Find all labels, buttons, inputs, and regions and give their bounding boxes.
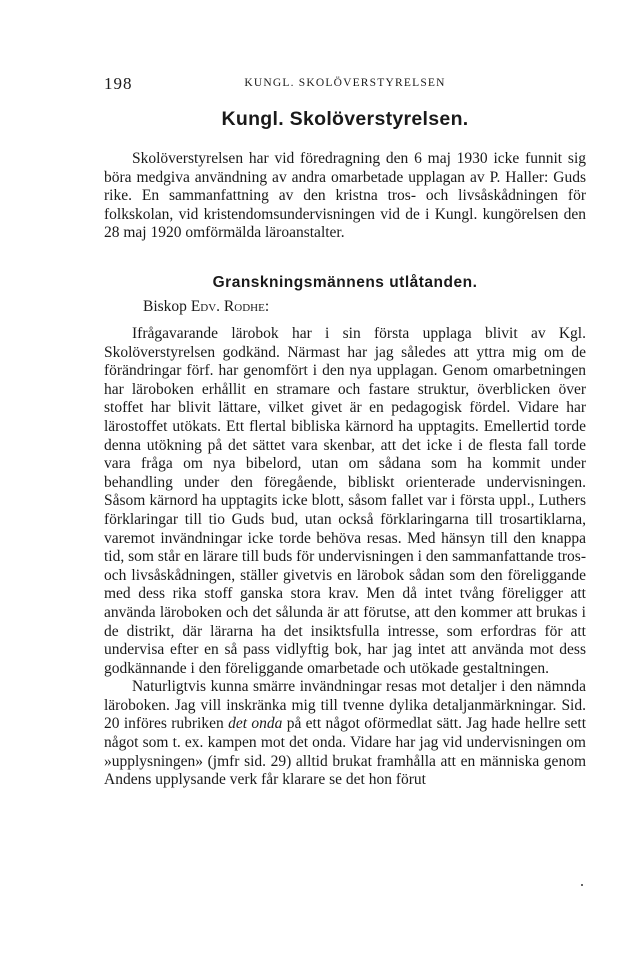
- body-paragraph: Ifrågavarande lärobok har i sin första upplaga blivit av Kgl. Skolöverstyrelsen godkänd. Närmast har jag således att yttra mig om de förändringar förf. har genomfört i den nya upplagan. Genom omarbetningen har läroboken erhållit en stramare och fastare struktur, överblicken över stoffet har blivit lättare, vilket givet är en pedagogisk fördel. Vidare har lärostoffet utökats. Ett flertal bibliska kärnord ha upptagits. Emellertid torde denna utökning på det sättet vara skenbar, att det icke i de flesta fall torde vara fråga om nya bibelord, utan om sådana som ha kommit under behandling under den föregående, bibliskt orienterade undervisningen. Såsom kärnord ha upptagits icke blott, såsom fallet var i första uppl., Luthers förklaringar till tio Guds bud, utan också förklaringarna till trosartiklarna, varemot invändningar icke torde behöva resas. Med hänsyn till den knappa tid, som står en lärare till buds för undervisningen i den sammanfattande tros- och livsåskådningen, ställer givetvis en lärobok sådan som den föreliggande med dess rika stoff ganska stora krav. Men då intet tvång föreligger att använda läroboken och det sålunda är att förutse, att den kommer att brukas i de distrikt, där lärarna ha det insiktsfulla intresse, som erfordras för att undervisa efter en så pass vidlyftig bok, har jag intet att använda mot dess godkännande i den föreliggande omarbetade och utökade gestaltningen.: [104, 325, 586, 677]
- intro-section: [104, 150, 586, 243]
- author-line: [143, 298, 269, 316]
- author-prefix: Biskop: [143, 298, 187, 315]
- emphasized-phrase: det onda: [228, 715, 283, 733]
- author-suffix: :: [264, 298, 270, 315]
- author-name: Edv. Rodhe: [190, 298, 265, 315]
- running-title: KUNGL. SKOLÖVERSTYRELSEN: [244, 77, 446, 89]
- body-text-span: på ett något oförmedlat sätt. Jag hade hellre sett något som t. ex. kampen mot det onda. Vidare har jag vid undervisningen om »upplysningen» (jmfr sid. 29) alltid brukat framhålla att en människa genom Andens upplysande verk får klarare se det hon förut: [104, 715, 587, 789]
- print-speck: [581, 884, 583, 886]
- body-text: [104, 325, 586, 790]
- page-title: Kungl. Skolöverstyrelsen.: [221, 108, 469, 130]
- intro-paragraph: Skolöverstyrelsen har vid föredragning den 6 maj 1930 icke funnit sig böra medgiva användning av andra omarbetade upplagan av P. Haller: Guds rike. En sammanfattning av den kristna tros- och livsåskådningen för folkskolan, vid kristendomsundervisningen vid de i Kungl. kungörelsen den 28 maj 1920 omförmälda läroanstalter.: [104, 150, 586, 242]
- section-heading: Granskningsmännens utlåtanden.: [212, 274, 478, 291]
- running-head: [104, 74, 586, 96]
- body-text-span: Naturligtvis kunna smärre invändningar resas mot detaljer i den nämnda läroboken. Jag vill inskränka mig till tvenne dylika detaljanmärkningar. Sid. 20 införes rubriken: [104, 678, 586, 733]
- page-number: 198: [104, 74, 133, 93]
- body-paragraph: [104, 678, 586, 790]
